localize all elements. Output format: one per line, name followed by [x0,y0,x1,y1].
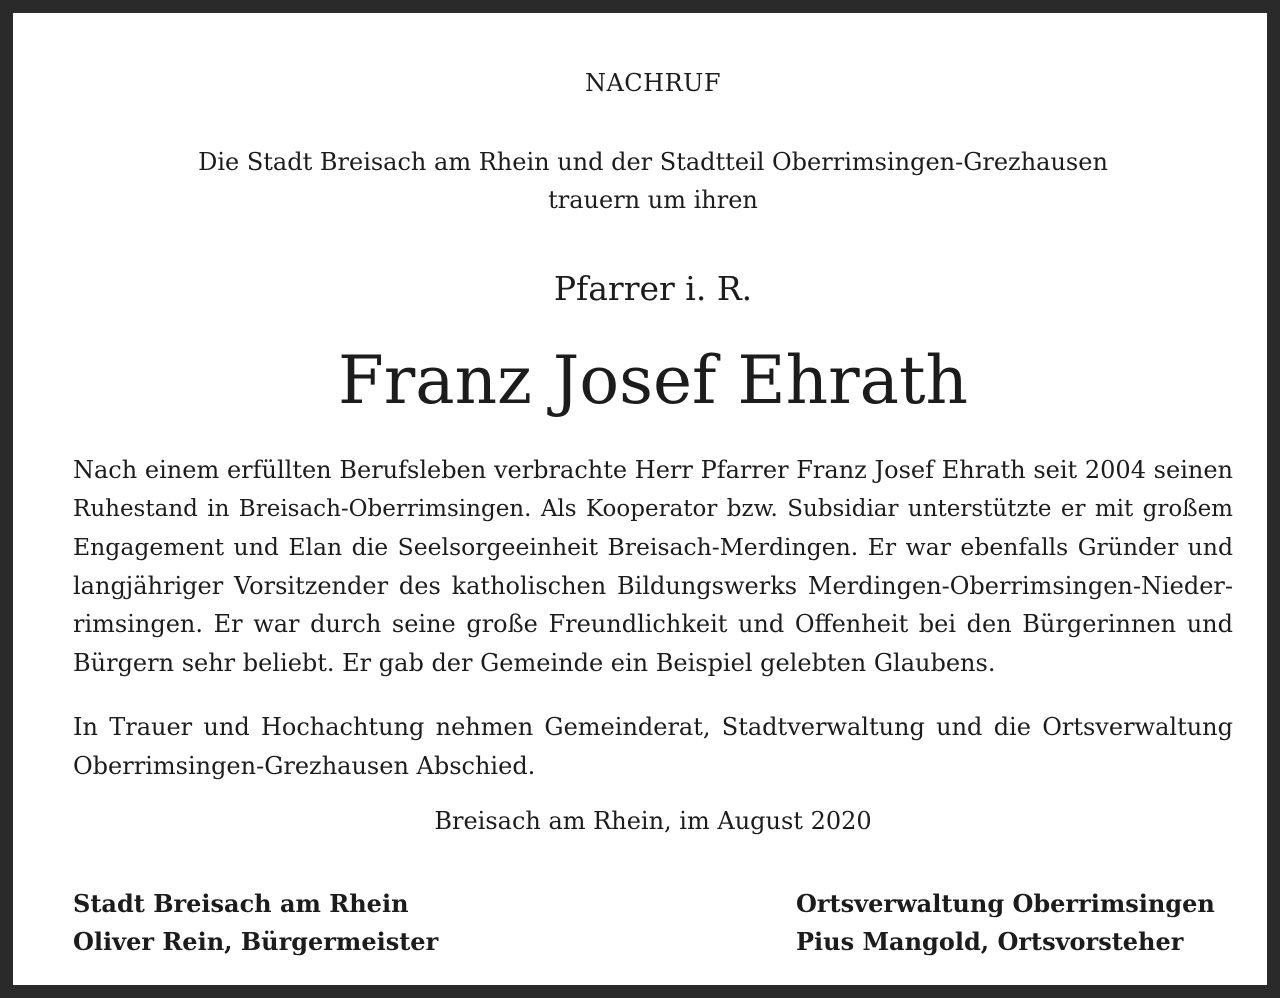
paragraph-line: Ruhestand in Breisach-Oberrimsingen. Als Kooperator bzw. Subsidiar unterstützte er mit großem [73,495,1233,522]
deceased-title: Pfarrer i. R. [553,269,753,308]
place-and-date: Breisach am Rhein, im August 2020 [434,807,872,835]
paragraph-line: Engagement und Elan die Seelsorgeeinheit Breisach-Merdingen. Er war ebenfalls Gründer und [73,533,1233,562]
signature-left [73,885,438,961]
signature-organization: Stadt Breisach am Rhein [73,889,409,918]
notice-heading: NACHRUF [584,69,722,97]
paragraph-line: Nach einem erfüllten Berufsleben verbrachte Herr Pfarrer Franz Josef Ehrath seit 2004 seinen [73,456,1233,484]
biography-paragraph [73,451,1233,683]
signature-person: Pius Mangold, Ortsvorsteher [796,927,1184,956]
signature-person: Oliver Rein, Bürgermeister [73,927,439,956]
intro-line: Die Stadt Breisach am Rhein und der Stadtteil Oberrimsingen-Grezhausen [198,148,1108,176]
intro-text [73,143,1233,219]
paragraph-line: rimsingen. Er war durch seine große Freundlichkeit und Offenheit bei den Bürgerinnen und [73,610,1233,639]
paragraph-line: langjähriger Vorsitzender des katholischen Bildungswerks Merdingen-Oberrimsingen-Nieder- [73,571,1233,600]
intro-line: trauern um ihren [548,186,758,214]
paragraph-line: In Trauer und Hochachtung nehmen Gemeinderat, Stadtverwaltung und die Ortsverwaltung [73,713,1233,741]
paragraph-line: Oberrimsingen-Grezhausen Abschied. [73,751,536,780]
paragraph-line: Bürgern sehr beliebt. Er gab der Gemeinde ein Beispiel gelebten Glaubens. [73,648,996,677]
deceased-name: Franz Josef Ehrath [337,342,969,419]
farewell-paragraph [73,708,1233,785]
signature-organization: Ortsverwaltung Oberrimsingen [796,889,1215,918]
signature-right [796,885,1215,961]
